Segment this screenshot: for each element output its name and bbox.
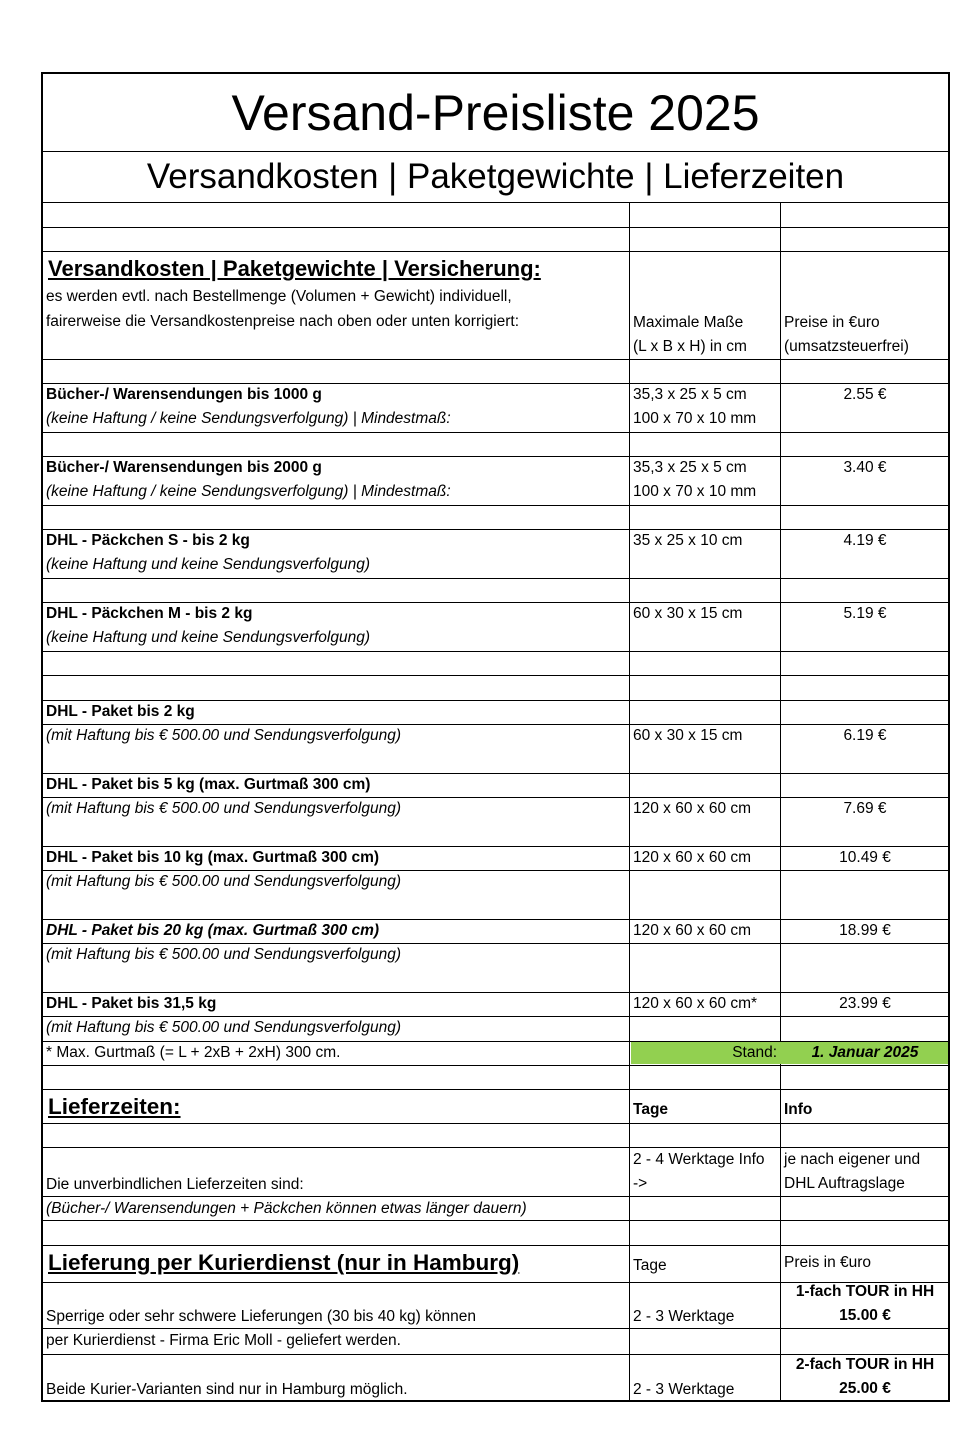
col-header-price-line2: (umsatzsteuerfrei) [784,338,909,355]
item-dims: 60 x 30 x 15 cm [633,605,743,622]
item-note: (mit Haftung bis € 500.00 und Sendungsverfolgung) [46,873,402,890]
shipping-intro-line2: fairerweise die Versandkostenpreise nach oben oder unten korrigiert: [46,313,520,330]
item-price: 3.40 € [843,459,887,476]
page-title: Versand-Preisliste 2025 [231,85,760,141]
delivery-text: Die unverbindlichen Lieferzeiten sind: [46,1176,304,1193]
item-price: 23.99 € [839,995,891,1012]
item-price: 18.99 € [839,922,891,939]
item-dims: 60 x 30 x 15 cm [633,727,743,744]
item-name: DHL - Päckchen S - bis 2 kg [46,532,250,549]
shipping-heading: Versandkosten | Paketgewichte | Versicherung: [48,256,541,281]
delivery-days-line2: -> [633,1175,648,1192]
page-subtitle: Versandkosten | Paketgewichte | Lieferzeiten [146,157,845,196]
courier-tour2-label: 2-fach TOUR in HH [795,1356,935,1373]
delivery-col-days: Tage [633,1101,669,1118]
delivery-info-line1: je nach eigener und [784,1151,921,1168]
stand-label: Stand: [732,1044,777,1061]
item-name: Bücher-/ Warensendungen bis 1000 g [46,386,322,403]
item-price: 10.49 € [839,849,891,866]
item-dims: 120 x 60 x 60 cm [633,922,752,939]
courier-text3: Beide Kurier-Varianten sind nur in Hamburg möglich. [46,1381,408,1398]
courier-col-price: Preis in €uro [784,1254,872,1271]
courier-days1: 2 - 3 Werktage [633,1308,735,1325]
item-min-dims: 100 x 70 x 10 mm [633,410,757,427]
col-header-dims-line1: Maximale Maße [633,314,744,331]
item-name: DHL - Päckchen M - bis 2 kg [46,605,253,622]
item-dims: 120 x 60 x 60 cm [633,849,752,866]
col-header-price-line1: Preise in €uro [784,314,880,331]
item-dims: 35,3 x 25 x 5 cm [633,459,747,476]
courier-tour1-label: 1-fach TOUR in HH [795,1283,935,1300]
item-name: Bücher-/ Warensendungen bis 2000 g [46,459,322,476]
item-note: (mit Haftung bis € 500.00 und Sendungsverfolgung) [46,946,402,963]
item-price: 4.19 € [843,532,887,549]
item-price: 5.19 € [843,605,887,622]
courier-heading: Lieferung per Kurierdienst (nur in Hamburg) [48,1250,520,1275]
item-note: (keine Haftung und keine Sendungsverfolgung) [46,556,371,573]
courier-tour2-price: 25.00 € [839,1380,891,1397]
item-dims: 120 x 60 x 60 cm [633,800,752,817]
item-dims: 35,3 x 25 x 5 cm [633,386,747,403]
item-note: (mit Haftung bis € 500.00 und Sendungsverfolgung) [46,1019,402,1036]
item-price: 6.19 € [843,727,887,744]
stand-date: 1. Januar 2025 [811,1044,919,1061]
delivery-info-line2: DHL Auftragslage [784,1175,905,1192]
footnote: * Max. Gurtmaß (= L + 2xB + 2xH) 300 cm. [46,1044,341,1061]
item-dims: 120 x 60 x 60 cm* [633,995,758,1012]
courier-text1: Sperrige oder sehr schwere Lieferungen (30 bis 40 kg) können [46,1308,476,1325]
item-dims: 35 x 25 x 10 cm [633,532,743,549]
item-name: DHL - Paket bis 2 kg [46,703,195,720]
delivery-col-info: Info [784,1101,813,1118]
courier-tour1-price: 15.00 € [839,1307,891,1324]
courier-text2: per Kurierdienst - Firma Eric Moll - geliefert werden. [46,1332,401,1349]
price-list-sheet [41,72,950,1402]
item-name: DHL - Paket bis 20 kg (max. Gurtmaß 300 cm) [46,922,380,939]
item-note: (keine Haftung und keine Sendungsverfolgung) [46,629,371,646]
item-price: 7.69 € [843,800,887,817]
delivery-heading: Lieferzeiten: [48,1094,181,1119]
col-header-dims-line2: (L x B x H) in cm [633,338,747,355]
item-name: DHL - Paket bis 10 kg (max. Gurtmaß 300 cm) [46,849,380,866]
item-price: 2.55 € [843,386,887,403]
item-note: (keine Haftung / keine Sendungsverfolgung) | Mindestmaß: [46,483,451,500]
item-note: (mit Haftung bis € 500.00 und Sendungsverfolgung) [46,727,402,744]
item-note: (mit Haftung bis € 500.00 und Sendungsverfolgung) [46,800,402,817]
shipping-intro-line1: es werden evtl. nach Bestellmenge (Volumen + Gewicht) individuell, [46,288,512,305]
item-min-dims: 100 x 70 x 10 mm [633,483,757,500]
delivery-days-line1: 2 - 4 Werktage Info [633,1151,765,1168]
courier-col-days: Tage [633,1257,667,1274]
delivery-note: (Bücher-/ Warensendungen + Päckchen können etwas länger dauern) [46,1200,527,1217]
item-name: DHL - Paket bis 5 kg (max. Gurtmaß 300 cm) [46,776,371,793]
courier-days2: 2 - 3 Werktage [633,1381,735,1398]
item-name: DHL - Paket bis 31,5 kg [46,995,217,1012]
item-note: (keine Haftung / keine Sendungsverfolgung) | Mindestmaß: [46,410,451,427]
